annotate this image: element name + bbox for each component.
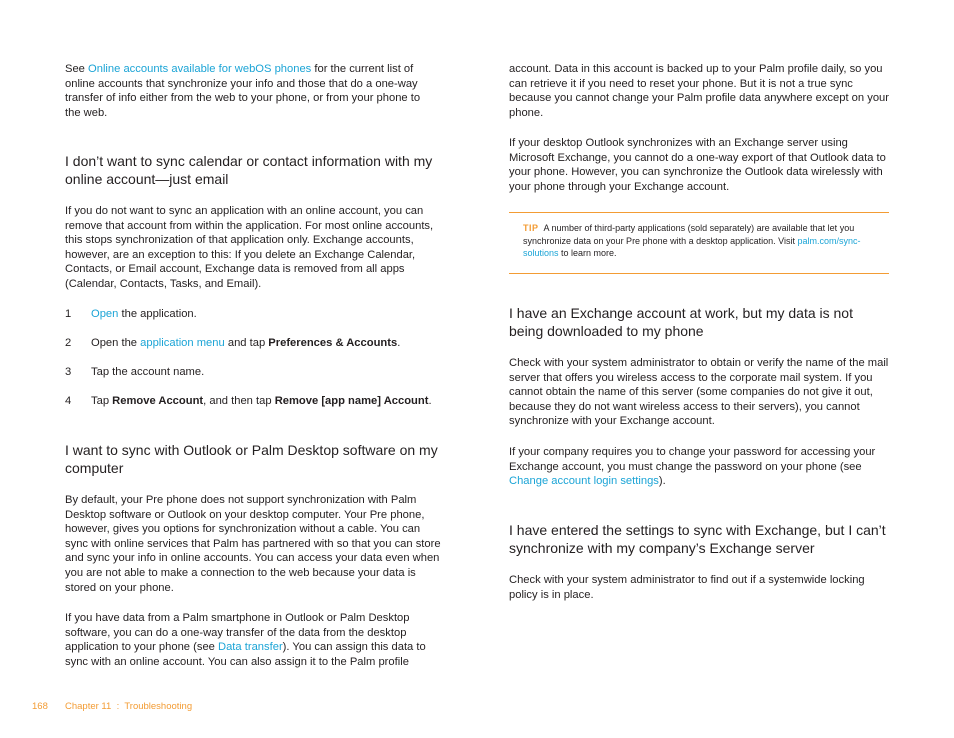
step-number: 2 <box>65 337 72 349</box>
paragraph-text-rest: ). <box>658 475 666 488</box>
paragraph-text-rest: ). You can assign this data to sync with an online account. You can also assign it to the Palm profile <box>65 641 426 668</box>
chapter-footer: Chapter 11 : Troubleshooting <box>65 701 193 712</box>
paragraph-default-sync: By default, your Pre phone does not support synchronization with Palm Desktop software or Outlook on your desktop computer. Your Pre phone, however, gives you options for synchronization without a cable. You can sync with online services that Palm has partnered with so that you can store and sync your info in online accounts. You can access your data even when you are not able to make a connection to the web because your data is stored on your phone. <box>65 494 441 594</box>
data-transfer-link[interactable]: Data transfer <box>218 641 283 654</box>
change-login-settings-link[interactable]: Change account login settings <box>509 475 659 488</box>
step-text: and tap <box>224 337 269 349</box>
step-text: , and then tap <box>203 395 275 407</box>
remove-account-label: Remove Account <box>112 395 204 407</box>
online-accounts-link[interactable]: Online accounts available for webOS phones <box>88 63 312 75</box>
open-link[interactable]: Open <box>91 308 119 320</box>
paragraph-palm-profile: account. Data in this account is backed up to your Palm profile daily, so you can retrieve it if you need to reset your phone. But it is not a true sync because you cannot change your Palm profile data anywhere except on your phone. <box>509 63 889 119</box>
paragraph-data-transfer <box>65 611 440 669</box>
paragraph-outlook-exchange: If your desktop Outlook synchronizes with an Exchange server using Microsoft Exchange, you cannot do a one-way export of that Outlook data to your phone. However, you can synchronize the Outlook data wirelessly with your phone through your Exchange account. <box>509 137 886 193</box>
step-text: the application. <box>118 308 197 320</box>
paragraph-mail-server: Check with your system administrator to obtain or verify the name of the mail server that offers you wireless access to the corporate mail system. If you cannot obtain the name of this server (some companies do not give it out, because they do not want wireless access to their servers), you cannot synchronize with your Exchange account. <box>509 357 889 428</box>
intro-text: See <box>65 63 89 75</box>
step-text: . <box>428 395 432 407</box>
tip-box <box>509 212 889 274</box>
step-number: 1 <box>65 308 72 320</box>
section-heading-exchange-cannot-sync: I have entered the settings to sync with Exchange, but I can’t synchronize with my company’s Exchange server <box>509 522 886 556</box>
tip-label: TIP <box>523 223 539 233</box>
paragraph-text: If your company requires you to change your password for accessing your Exchange account, you must change the password on your phone (see <box>509 446 876 473</box>
step-text: . <box>397 337 401 349</box>
preferences-accounts-label: Preferences & Accounts <box>268 337 398 349</box>
step-text: Open the <box>91 337 141 349</box>
section-heading-outlook-sync: I want to sync with Outlook or Palm Desktop software on my computer <box>65 442 438 476</box>
remove-app-account-label: Remove [app name] Account <box>274 395 429 407</box>
tip-text <box>523 222 873 260</box>
tip-body-rest: to learn more. <box>558 248 617 259</box>
step-text: Tap the account name. <box>91 366 205 378</box>
intro-text-rest: for the current list of online accounts that synchronize your info and those that do a one-way transfer of info either from the web to your phone, or from your phone to the web. <box>65 63 421 119</box>
paragraph-locking-policy: Check with your system administrator to find out if a systemwide locking policy is in place. <box>509 574 865 601</box>
section-heading-exchange-not-downloading: I have an Exchange account at work, but my data is not being downloaded to my phone <box>509 305 853 339</box>
section-heading-email-only: I don’t want to sync calendar or contact information with my online account—just email <box>65 153 433 187</box>
step-number: 4 <box>65 395 72 407</box>
page-number: 168 <box>32 701 48 712</box>
intro-paragraph <box>65 62 435 120</box>
sync-solutions-link[interactable]: palm.com/sync-solutions <box>523 235 861 259</box>
step-number: 3 <box>65 366 72 378</box>
paragraph-remove-account: If you do not want to sync an application with an online account, you can remove that account from within the application. For most online accounts, this stops synchronization of that application only. Exchange accounts, however, are an exception to this: If you delete an Exchange Calendar, Contacts, or Email account, Exchange data is removed from all apps (Calendar, Contacts, Tasks, and Email). <box>65 205 434 290</box>
paragraph-text: If you have data from a Palm smartphone in Outlook or Palm Desktop software, you can do a one-way transfer of the data from the desktop application to your phone (see <box>65 612 410 654</box>
paragraph-password-change <box>509 445 891 489</box>
application-menu-link[interactable]: application menu <box>140 337 225 349</box>
tip-body: A number of third-party applications (sold separately) are available that let you synchronize data on your Pre phone with a desktop application. Visit <box>523 223 855 246</box>
step-text: Tap <box>91 395 113 407</box>
